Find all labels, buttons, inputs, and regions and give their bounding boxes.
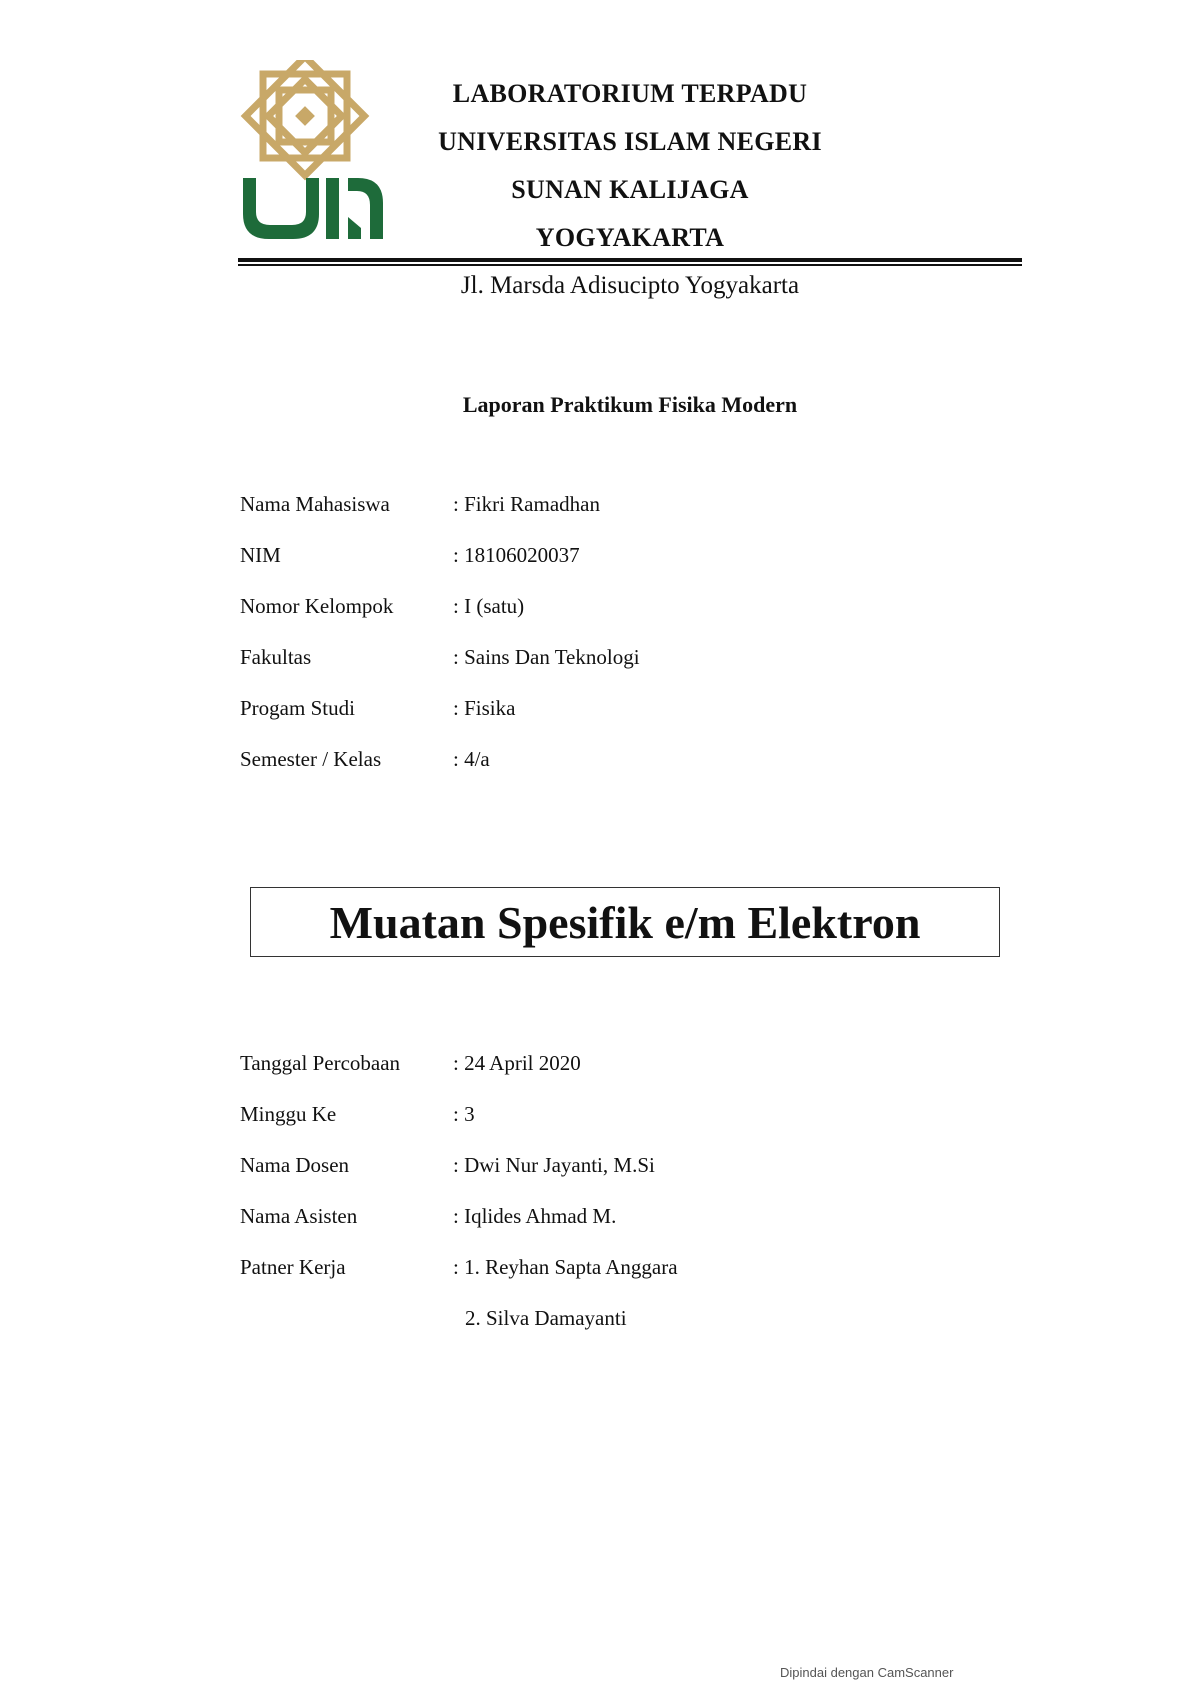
info-value: : Fikri Ramadhan: [453, 492, 600, 516]
uin-logo-icon: [238, 60, 388, 250]
info-label: Nomor Kelompok: [240, 594, 394, 618]
info-value: : 1. Reyhan Sapta Anggara: [453, 1255, 678, 1279]
info-row: [240, 492, 640, 543]
info-value: : 4/a: [453, 747, 490, 771]
info-label: Nama Mahasiswa: [240, 492, 390, 516]
info-label: Semester / Kelas: [240, 747, 382, 771]
student-info: [240, 492, 640, 798]
institution-header: [420, 70, 840, 310]
header-line-laboratorium: LABORATORIUM TERPADU: [452, 79, 808, 108]
info-value: : Fisika: [453, 696, 516, 720]
info-row: [240, 543, 640, 594]
info-label: Tanggal Percobaan: [240, 1051, 401, 1075]
header-line-universitas: UNIVERSITAS ISLAM NEGERI: [438, 127, 822, 156]
info-row: [240, 645, 640, 696]
report-title: Laporan Praktikum Fisika Modern: [462, 392, 798, 417]
info-row: [240, 1051, 678, 1102]
header-divider-thin: [238, 264, 1022, 266]
camscanner-watermark: Dipindai dengan CamScanner: [780, 1665, 954, 1680]
experiment-info: [240, 1051, 678, 1357]
info-value: : 3: [453, 1102, 475, 1126]
info-row: [240, 1255, 678, 1306]
info-label: Minggu Ke: [240, 1102, 337, 1126]
info-label: Fakultas: [240, 645, 312, 669]
info-row: [240, 1102, 678, 1153]
info-row: [240, 696, 640, 747]
info-row: [240, 1153, 678, 1204]
main-title: Muatan Spesifik e/m Elektron: [329, 896, 921, 948]
header-line-sunan-kalijaga: SUNAN KALIJAGA YOGYAKARTA: [511, 175, 749, 252]
info-label: Nama Asisten: [240, 1204, 358, 1228]
info-value: : Iqlides Ahmad M.: [453, 1204, 617, 1228]
info-value: : Dwi Nur Jayanti, M.Si: [453, 1153, 655, 1177]
main-title-box: [250, 887, 1000, 957]
info-value: : I (satu): [453, 594, 525, 618]
info-row: [240, 747, 640, 798]
info-label: NIM: [240, 543, 281, 567]
header-divider-thick: [238, 258, 1022, 262]
info-label: Patner Kerja: [240, 1255, 346, 1279]
info-row: [240, 1306, 678, 1357]
info-label: Progam Studi: [240, 696, 355, 720]
info-label: Nama Dosen: [240, 1153, 350, 1177]
info-value: : 24 April 2020: [453, 1051, 581, 1075]
info-row: [240, 1204, 678, 1255]
header-address: Jl. Marsda Adisucipto Yogyakarta: [460, 272, 800, 299]
info-value: : Sains Dan Teknologi: [453, 645, 640, 669]
info-row: [240, 594, 640, 645]
info-value: : 18106020037: [453, 543, 580, 567]
info-value: 2. Silva Damayanti: [465, 1306, 627, 1330]
